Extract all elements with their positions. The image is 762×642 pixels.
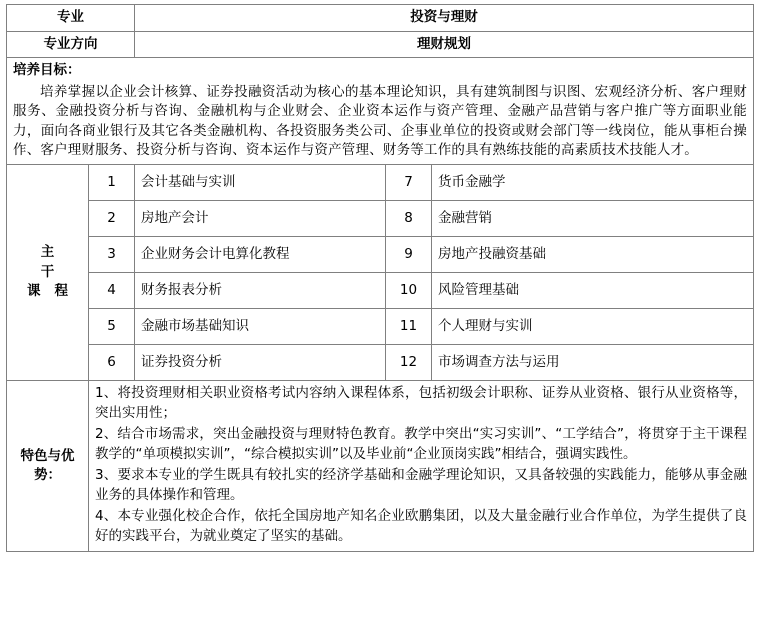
course-number: 3: [89, 236, 135, 272]
feature-paragraph: 1、将投资理财相关职业资格考试内容纳入课程体系，包括初级会计职称、证券从业资格、银行从业资格等，突出实用性；: [95, 384, 747, 421]
course-name: 房地产投融资基础: [432, 236, 754, 272]
table-row: [7, 200, 754, 236]
table-row: [7, 164, 754, 200]
direction-value: 理财规划: [135, 31, 754, 58]
direction-label: 专业方向: [7, 31, 135, 58]
course-number: 8: [386, 200, 432, 236]
features-label: 特色与优势：: [7, 380, 89, 552]
core-courses-label-line2: 干: [40, 263, 55, 280]
goal-row: [7, 58, 754, 165]
core-courses-label-line4: 程: [54, 283, 68, 300]
course-name: 金融市场基础知识: [135, 308, 386, 344]
course-name: 财务报表分析: [135, 272, 386, 308]
course-name: 风险管理基础: [432, 272, 754, 308]
course-number: 11: [386, 308, 432, 344]
feature-paragraph: 3、要求本专业的学生既具有较扎实的经济学基础和金融学理论知识，又具备较强的实践能力，能够从事金融业务的具体操作和管理。: [95, 467, 747, 503]
course-number: 9: [386, 236, 432, 272]
course-number: 5: [89, 308, 135, 344]
course-name: 金融营销: [432, 200, 754, 236]
major-label: 专业: [7, 5, 135, 32]
features-cell: [89, 380, 754, 552]
table-row: [7, 236, 754, 272]
course-number: 2: [89, 200, 135, 236]
course-name: 会计基础与实训: [135, 164, 386, 200]
course-number: 6: [89, 344, 135, 380]
features-row: [7, 380, 754, 552]
course-number: 1: [89, 164, 135, 200]
course-name: 企业财务会计电算化教程: [135, 236, 386, 272]
course-number: 4: [89, 272, 135, 308]
course-number: 7: [386, 164, 432, 200]
training-goal-title: 培养目标：: [13, 62, 81, 79]
course-number: 10: [386, 272, 432, 308]
core-courses-label-line3: 课: [27, 283, 41, 300]
direction-row: [7, 31, 754, 58]
training-goal-body: 培养掌握以企业会计核算、证券投融资活动为核心的基本理论知识，具有建筑制图与识图、宏观经济分析、客户理财服务、金融投资分析与咨询、金融机构与企业财会、企业资本运作与资产管理、金融产品营销与客户推广等方面职业能力，面向各商业银行及其它各类金融机构、各投资服务类公司、企事业单位的投资或财会部门等一线岗位，能从事柜台操作、客户理财服务、投资分析与咨询、资本运作与资产管理、财务等工作的具有熟练技能的高素质技术技能人才。: [13, 83, 747, 159]
feature-paragraph: 4、本专业强化校企合作，依托全国房地产知名企业欧鹏集团，以及大量金融行业合作单位，为学生提供了良好的实践平台，为就业奠定了坚实的基础。: [95, 508, 747, 544]
major-row: [7, 5, 754, 32]
course-name: 房地产会计: [135, 200, 386, 236]
core-courses-label: [7, 164, 89, 380]
training-goal-cell: [7, 58, 754, 165]
feature-paragraph: 2、结合市场需求，突出金融投资与理财特色教育。教学中突出“实习实训”、“工学结合”，将贯穿于主干课程教学的“单项模拟实训”，“综合模拟实训”以及毕业前“企业顶岗实践”相结合，强调实践性。: [95, 426, 747, 462]
table-row: [7, 272, 754, 308]
curriculum-table: [6, 4, 754, 552]
course-name: 货币金融学: [432, 164, 754, 200]
course-name: 市场调查方法与运用: [432, 344, 754, 380]
course-name: 个人理财与实训: [432, 308, 754, 344]
course-number: 12: [386, 344, 432, 380]
core-courses-label-line1: 主: [40, 244, 55, 261]
table-row: [7, 308, 754, 344]
course-name: 证券投资分析: [135, 344, 386, 380]
major-value: 投资与理财: [135, 5, 754, 32]
table-row: [7, 344, 754, 380]
